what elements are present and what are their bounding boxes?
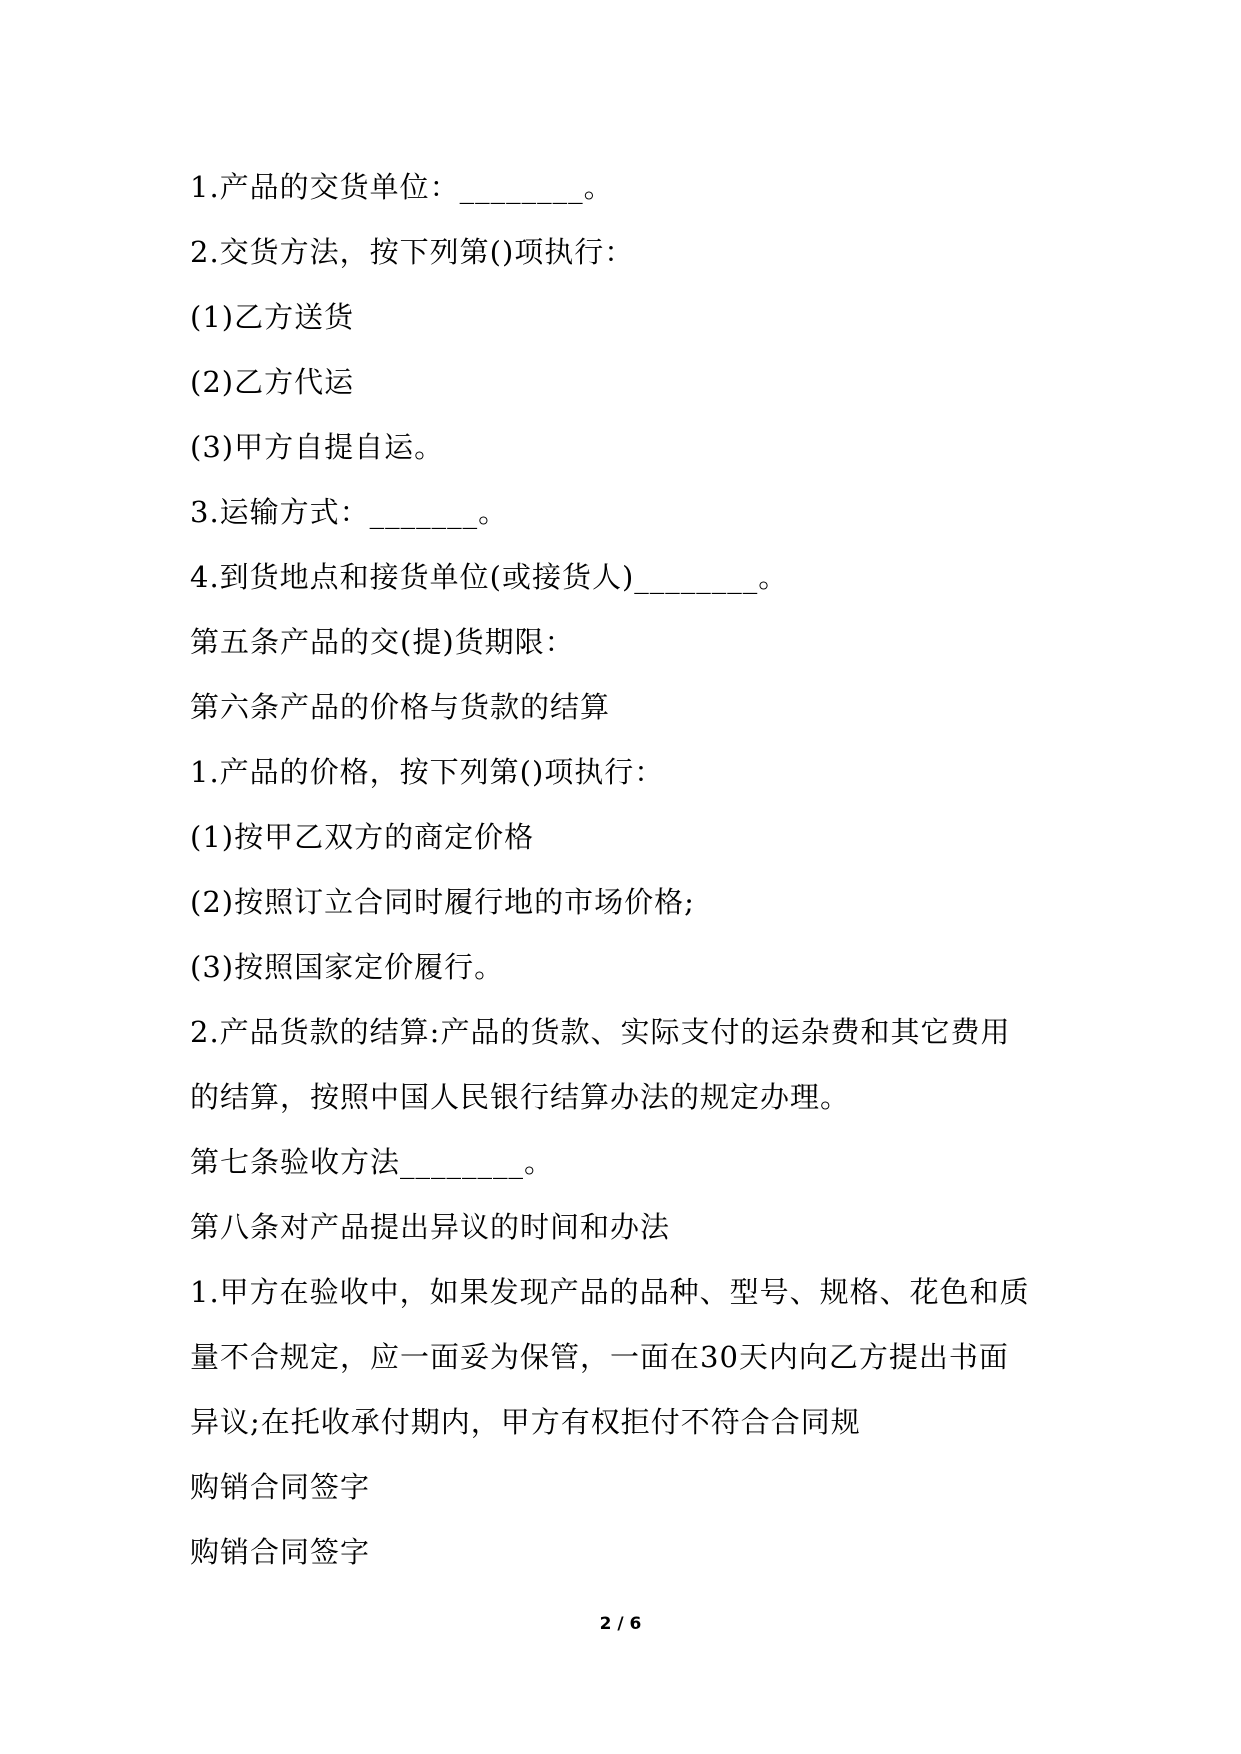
text-line: 异议;在托收承付期内，甲方有权拒付不符合合同规: [190, 1405, 861, 1439]
text-line: 3.运输方式：_______。: [190, 495, 509, 529]
section-heading: 第八条对产品提出异议的时间和办法: [190, 1210, 671, 1244]
section-heading: 第七条验收方法________。: [190, 1145, 555, 1179]
text-line: (1)按甲乙双方的商定价格: [190, 820, 535, 854]
text-line: 1.产品的价格，按下列第()项执行：: [190, 755, 665, 789]
text-line: (2)按照订立合同时履行地的市场价格;: [190, 885, 695, 919]
text-line: 2.产品货款的结算:产品的货款、实际支付的运杂费和其它费用: [190, 1015, 1011, 1049]
text-line: (2)乙方代运: [190, 365, 355, 399]
text-line: (3)甲方自提自运。: [190, 430, 445, 464]
text-line: 量不合规定，应一面妥为保管，一面在30天内向乙方提出书面: [190, 1340, 1009, 1374]
text-line: 购销合同签字: [190, 1535, 371, 1569]
page-number: 2 / 6: [599, 1614, 642, 1634]
section-heading: 第五条产品的交(提)货期限：: [190, 625, 575, 659]
text-line: 1.甲方在验收中，如果发现产品的品种、型号、规格、花色和质: [190, 1275, 1030, 1309]
text-line: (1)乙方送货: [190, 300, 355, 334]
text-line: 1.产品的交货单位：________。: [190, 170, 614, 204]
text-line: 的结算，按照中国人民银行结算办法的规定办理。: [190, 1080, 851, 1114]
text-line: 4.到货地点和接货单位(或接货人)________。: [190, 560, 789, 594]
text-line: 购销合同签字: [190, 1470, 371, 1504]
text-line: 2.交货方法，按下列第()项执行：: [190, 235, 635, 269]
section-heading: 第六条产品的价格与货款的结算: [190, 690, 611, 724]
text-line: (3)按照国家定价履行。: [190, 950, 505, 984]
document-body: [190, 155, 1060, 1585]
